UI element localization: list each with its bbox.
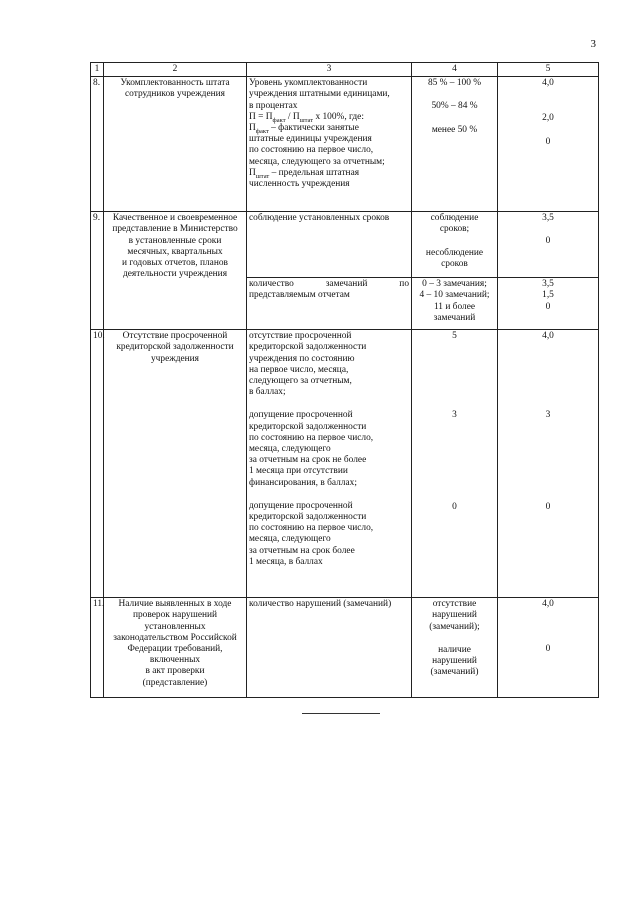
score-item: 4,0 [542,331,554,342]
score-item: 3 [545,410,551,421]
criterion-cell: Укомплектованность штата сотрудников учреждения [104,77,247,212]
criterion-cell: Отсутствие просроченной кредиторской задолженности учреждения [104,330,247,598]
criteria-table [90,62,599,698]
value-item: 50% – 84 % [431,101,478,112]
criterion-cell: Наличие выявленных в ходе проверок нарушений установленных законодательством Российской Федерации требований, включенных в акт проверки (представление) [104,598,247,698]
value-item: отсутствие нарушений (замечаний); [429,599,480,632]
page-number: 3 [590,38,596,50]
row-number: 10. [91,330,104,598]
score-cell [498,212,599,278]
value-item: менее 50 % [431,124,478,135]
header-cell: 3 [247,63,412,77]
table-header-row [91,63,599,77]
table-row [91,77,599,212]
score-item: 0 [545,236,551,247]
table-row [91,598,599,698]
header-cell: 1 [91,63,104,77]
indicator-block: допущение просроченной кредиторской задолженности по состоянию на первое число, месяца, следующего за отчетным на срок более 1 месяца, в баллах [249,500,374,567]
fact-definition: $П_{факт}$ – фактически занятые штатные единицы учреждения по состоянию на первое число, месяца, следующего за отчетным; [249,123,385,167]
row-number: 9. [91,212,104,330]
indicator-line: учреждения штатными единицами, [249,89,390,100]
value-cell [412,77,498,212]
score-item: 4,0 [542,599,554,610]
closing-rule [302,713,380,714]
value-item: 0 [452,501,457,512]
value-cell [412,598,498,698]
table-row [91,212,599,278]
score-item: 0 [545,644,551,655]
indicator-cell [247,278,412,330]
header-cell: 4 [412,63,498,77]
value-cell: 0 – 3 замечания; 4 – 10 замечаний; 11 и более замечаний [412,278,498,330]
row-number: 8. [91,77,104,212]
score-cell: 3,5 1,5 0 [498,278,599,330]
indicator-cell [247,77,412,212]
score-item: 0 [545,501,551,512]
value-cell [412,330,498,598]
row-number: 11. [91,598,104,698]
score-item: 2,0 [542,113,554,124]
indicator-line: представляемым отчетам [249,290,350,301]
value-item: наличие нарушений (замечаний) [430,644,479,678]
indicator-cell: количество нарушений (замечаний) [247,598,412,698]
shtat-definition: $П_{штат}$ – предельная штатная численность учреждения [249,167,360,190]
indicator-cell [247,330,412,598]
score-cell [498,598,599,698]
formula: $П = П_{факт} / П_{штат}$ x 100%, где: [249,111,364,124]
value-item: 3 [452,410,457,421]
score-cell [498,77,599,212]
table-row [91,330,599,598]
indicator-block: отсутствие просроченной кредиторской задолженности учреждения по состоянию на первое число, месяца, следующего за отчетным, в баллах; [249,331,367,398]
criterion-cell: Качественное и своевременное представление в Министерство в установленные сроки месячных, квартальных и годовых отчетов, планов деятельности учреждения [104,212,247,330]
header-cell: 2 [104,63,247,77]
value-item: соблюдение сроков; [430,213,479,235]
indicator-block: допущение просроченной кредиторской задолженности по состоянию на первое число, месяца, следующего за отчетным на срок не более 1 месяца при отсутствии финансирования, в баллах; [249,410,374,488]
score-item: 3,5 [542,213,554,224]
score-cell [498,330,599,598]
score-item: 4,0 [542,78,554,89]
header-cell: 5 [498,63,599,77]
score-item: 0 [545,136,551,147]
value-cell [412,212,498,278]
indicator-line: Уровень укомплектованности [249,78,368,89]
value-item: 85 % – 100 % [427,78,482,89]
value-item: несоблюдение сроков [425,247,484,269]
indicator-cell: соблюдение установленных сроков [247,212,412,278]
indicator-line: количество замечаний по [249,279,410,290]
value-item: 5 [452,331,457,342]
indicator-line: в процентах [249,100,298,111]
